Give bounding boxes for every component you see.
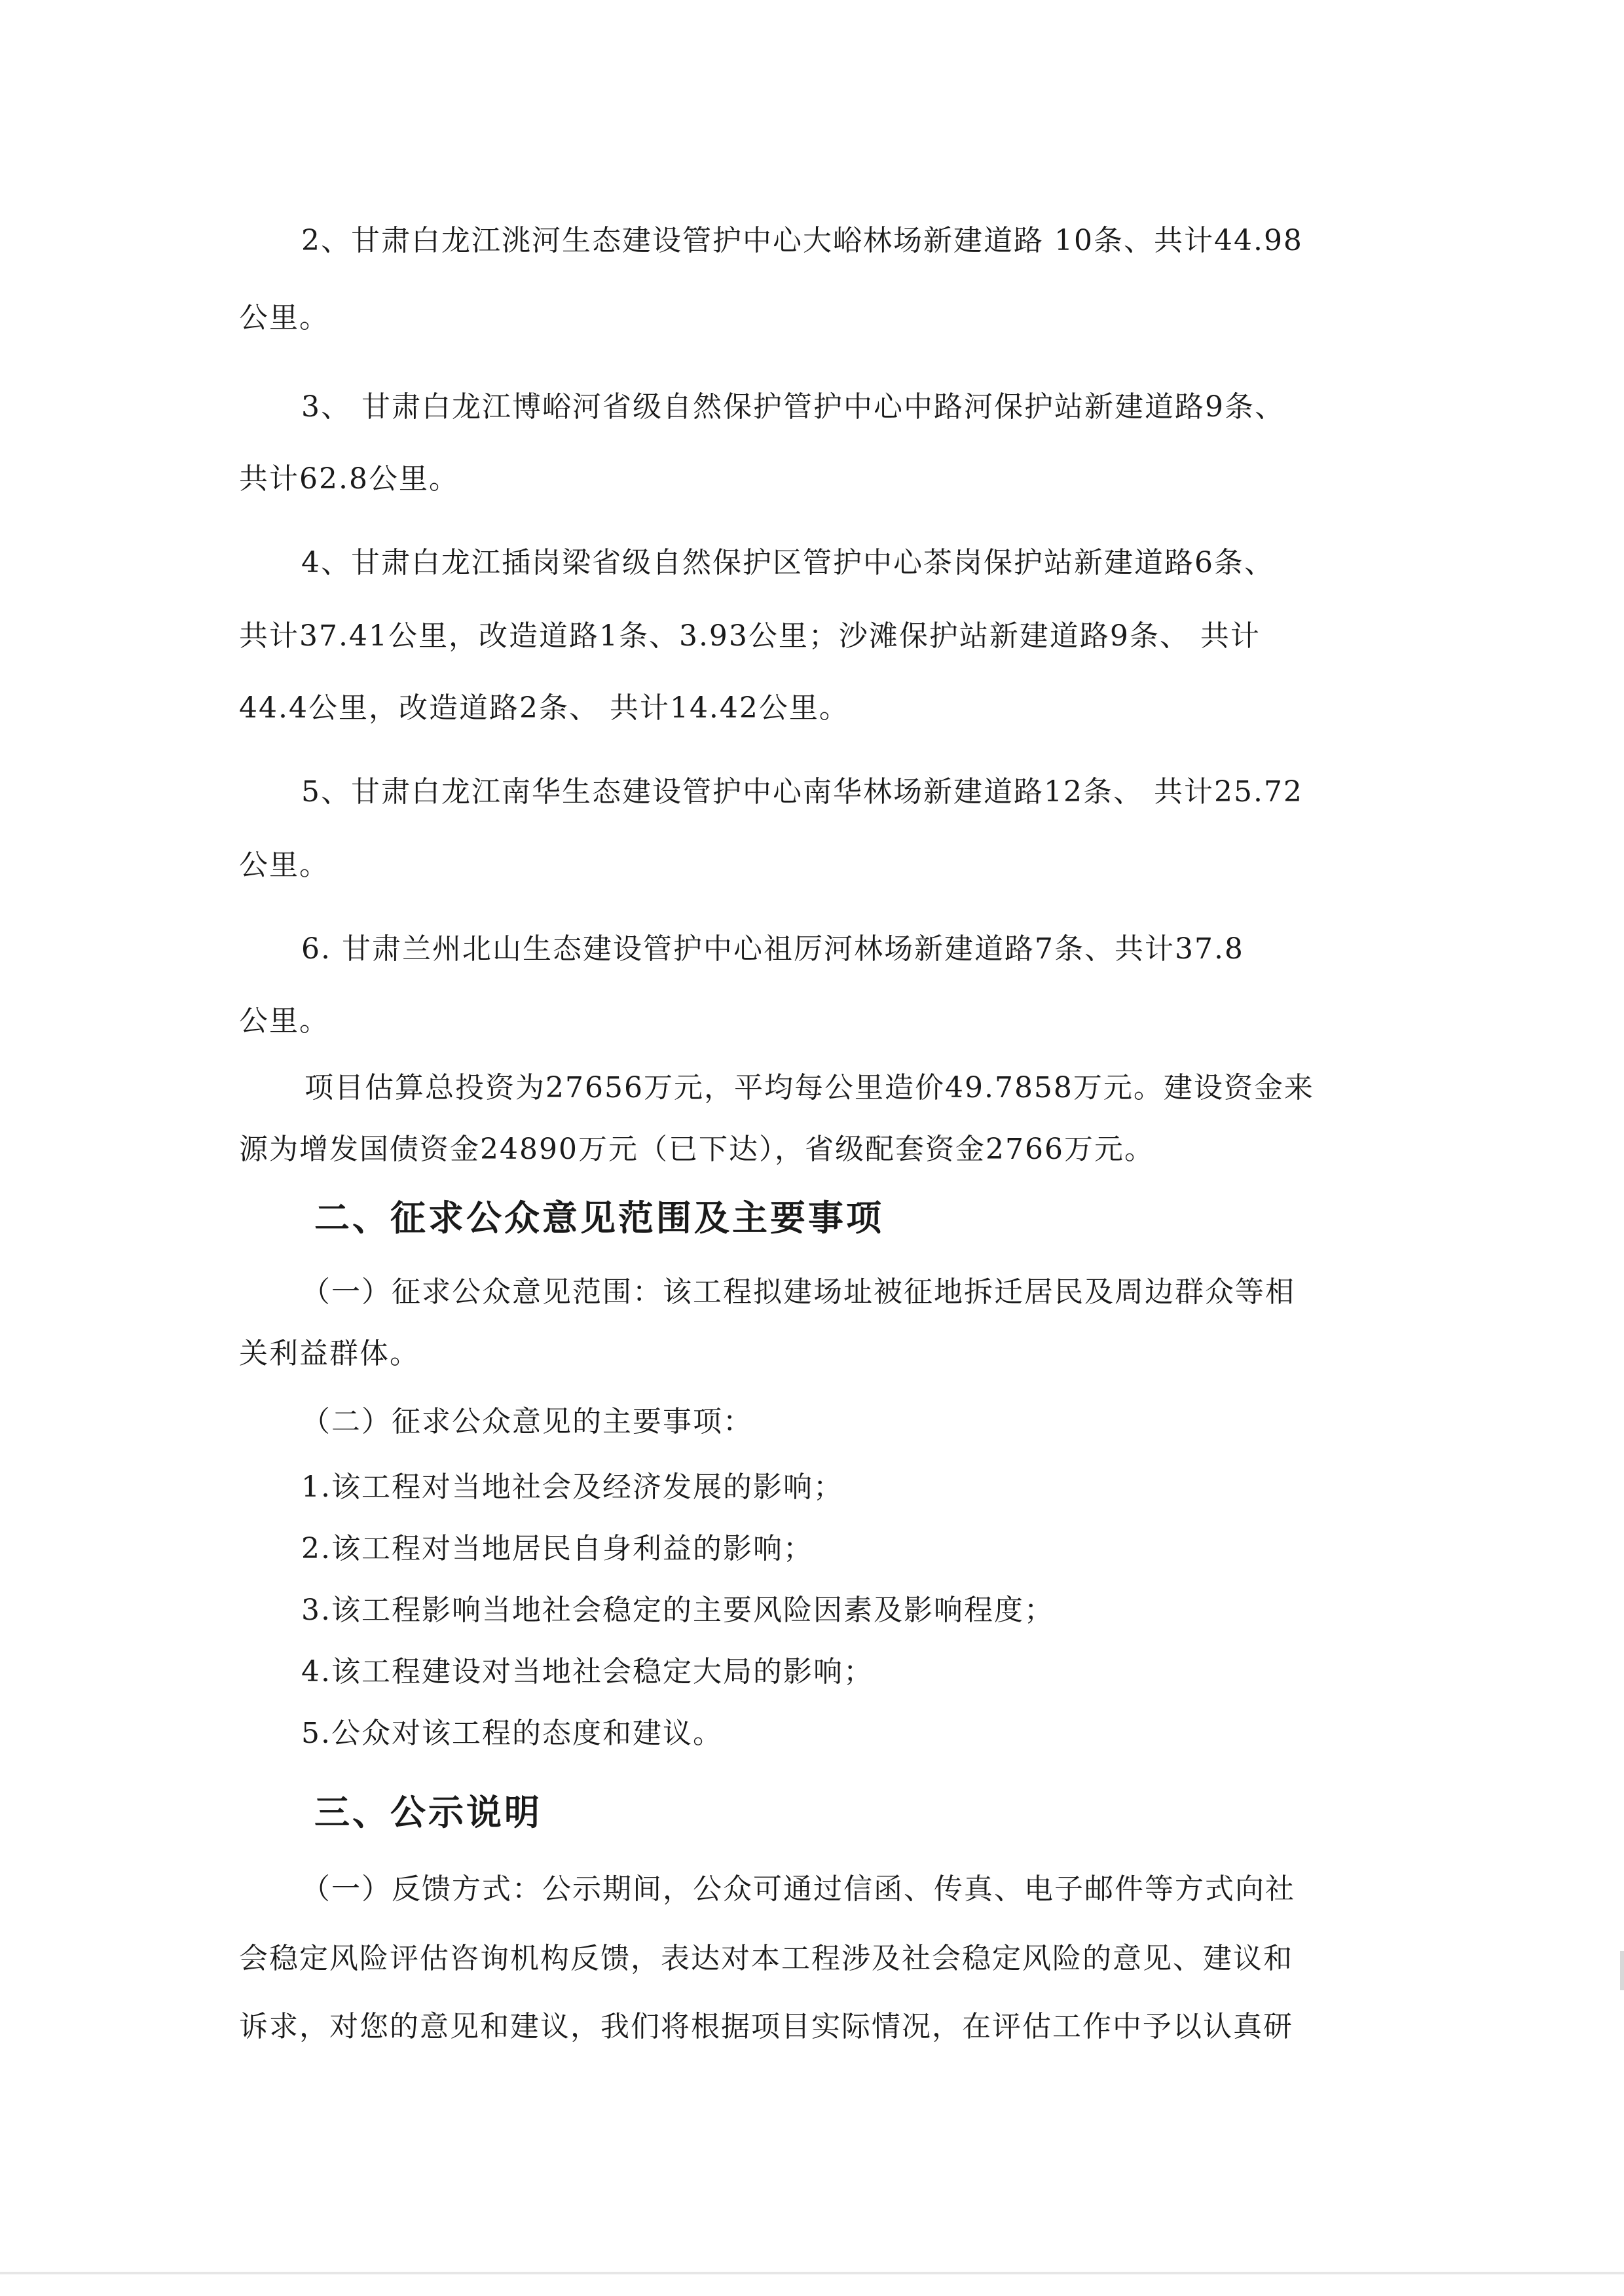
feedback-line-1: （一）反馈方式：公示期间，公众可通过信函、传真、电子邮件等方式向社 xyxy=(301,1872,1295,1906)
scan-margin-mark xyxy=(1620,1951,1624,1990)
item-5-line-1: 5、甘肃白龙江南华生态建设管护中心南华林场新建道路12条、 共计25.72 xyxy=(301,775,1303,809)
item-3-line-1: 3、 甘肃白龙江博峪河省级自然保护管护中心中路河保护站新建道路9条、 xyxy=(301,390,1285,424)
feedback-line-2: 会稳定风险评估咨询机构反馈，表达对本工程涉及社会稳定风险的意见、建议和 xyxy=(239,1942,1293,1975)
section-3-heading: 三、公示说明 xyxy=(314,1792,542,1833)
item-3-line-2: 共计62.8公里。 xyxy=(239,462,459,496)
item-6-line-1: 6. 甘肃兰州北山生态建设管护中心祖厉河林场新建道路7条、共计37.8 xyxy=(301,932,1244,966)
item-4-line-2: 共计37.41公里，改造道路1条、3.93公里；沙滩保护站新建道路9条、 共计 xyxy=(239,619,1261,653)
investment-line-2: 源为增发国债资金24890万元（已下达），省级配套资金2766万元。 xyxy=(239,1133,1154,1166)
matter-item-1: 1.该工程对当地社会及经济发展的影响； xyxy=(301,1470,843,1504)
matter-item-3: 3.该工程影响当地社会稳定的主要风险因素及影响程度； xyxy=(301,1594,1054,1627)
item-2-line-1: 2、甘肃白龙江洮河生态建设管护中心大峪林场新建道路 10条、共计44.98 xyxy=(301,224,1303,257)
scope-line-2: 关利益群体。 xyxy=(239,1337,420,1370)
item-5-line-2: 公里。 xyxy=(239,848,329,882)
matter-item-4: 4.该工程建设对当地社会稳定大局的影响； xyxy=(301,1655,874,1688)
matter-item-2: 2.该工程对当地居民自身利益的影响； xyxy=(301,1532,813,1565)
investment-line-1: 项目估算总投资为27656万元，平均每公里造价49.7858万元。建设资金来 xyxy=(304,1071,1314,1104)
item-4-line-3: 44.4公里，改造道路2条、 共计14.42公里。 xyxy=(239,691,849,725)
matters-title: （二）征求公众意见的主要事项： xyxy=(301,1405,753,1438)
section-2-heading: 二、征求公众意见范围及主要事项 xyxy=(314,1197,884,1239)
matter-item-5: 5.公众对该工程的态度和建议。 xyxy=(301,1717,723,1750)
scan-edge-line xyxy=(0,2272,1624,2274)
feedback-line-3: 诉求，对您的意见和建议，我们将根据项目实际情况，在评估工作中予以认真研 xyxy=(239,2010,1293,2043)
item-6-line-2: 公里。 xyxy=(239,1004,329,1038)
item-2-line-2: 公里。 xyxy=(239,301,329,335)
item-4-line-1: 4、甘肃白龙江插岗梁省级自然保护区管护中心茶岗保护站新建道路6条、 xyxy=(301,546,1274,579)
scope-line-1: （一）征求公众意见范围：该工程拟建场址被征地拆迁居民及周边群众等相 xyxy=(301,1275,1295,1309)
